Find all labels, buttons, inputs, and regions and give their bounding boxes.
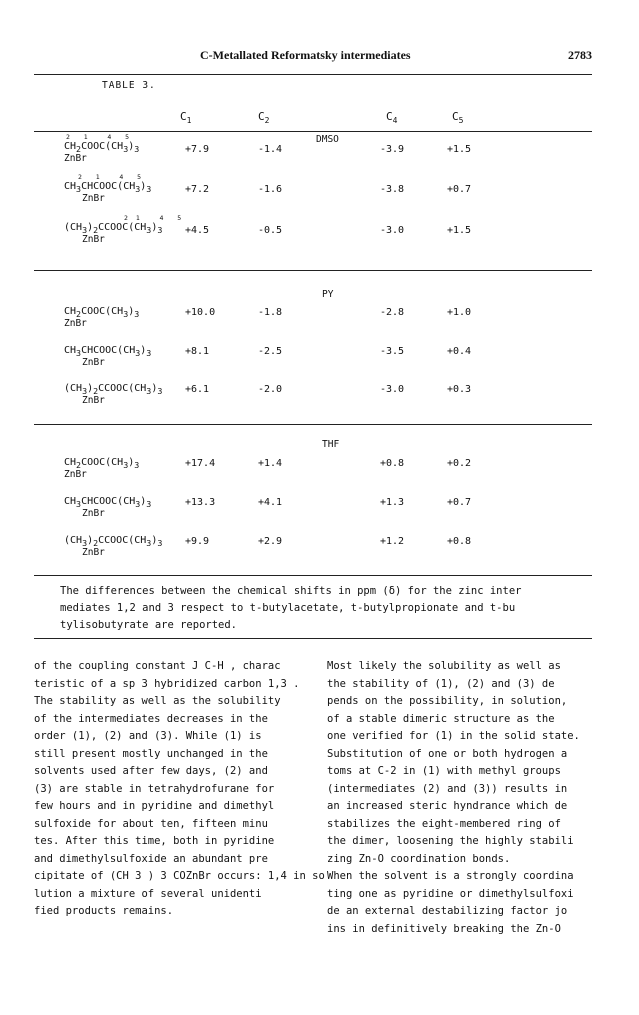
text-line: of a stable dimeric structure as the xyxy=(327,712,555,725)
section-rule-2 xyxy=(34,424,592,425)
shift-value: +0.4 xyxy=(447,346,472,357)
text-line: zing Zn-O coordination bonds. xyxy=(327,852,511,865)
shift-value: +0.7 xyxy=(447,184,472,195)
text-line: still present mostly unchanged in the xyxy=(34,747,268,760)
column-header-letter: C xyxy=(386,110,393,123)
formula-text: $(CH_3)_2CCOOC(CH_3)_3$ xyxy=(64,535,163,548)
column-header-index: 5 xyxy=(458,116,464,126)
compound-formula xyxy=(64,214,184,246)
compound-formula xyxy=(64,133,184,165)
shift-value: +0.3 xyxy=(447,384,472,395)
formula-text: $CH_2COOC(CH_3)_3$ xyxy=(64,306,140,319)
caption-line: tylisobutyrate are reported. xyxy=(60,619,238,631)
compound-formula xyxy=(64,383,184,407)
column-header-letter: C xyxy=(452,110,459,123)
carbon-numbering: 2 1 4 5 xyxy=(78,173,144,181)
shift-value: +9.9 xyxy=(185,536,210,547)
formula-text: $CH_2COOC(CH_3)_3$ xyxy=(64,457,140,470)
caption-line: mediates 1,2 and 3 respect to t-butylacetate, t-butylpropionate and t-bu xyxy=(60,602,516,614)
table-caption xyxy=(60,583,580,634)
shift-value: +6.1 xyxy=(185,384,210,395)
column-header-index: 4 xyxy=(392,116,398,126)
text-line: solvents used after few days, (2) and xyxy=(34,765,268,777)
text-line: teristic of a sp 3 hybridized carbon 1,3 . xyxy=(34,677,300,690)
shift-value: +10.0 xyxy=(185,307,216,318)
table-label: TABLE 3. xyxy=(102,80,156,91)
body-column-left xyxy=(34,658,325,921)
compound-formula xyxy=(64,457,184,481)
text-line: the dimer, loosening the highly stabili xyxy=(327,835,574,847)
shift-value: -0.5 xyxy=(258,225,283,236)
running-title: C-Metallated Reformatsky intermediates xyxy=(200,48,411,62)
text-line: the stability of (1), (2) and (3) de xyxy=(327,677,555,690)
compound-formula xyxy=(64,306,184,330)
page-number: 2783 xyxy=(568,48,592,62)
text-line: ins in definitively breaking the Zn-O xyxy=(327,922,561,935)
text-line: sulfoxide for about ten, fifteen minu xyxy=(34,817,268,830)
shift-value: +1.2 xyxy=(380,536,405,547)
shift-value: +2.9 xyxy=(258,536,283,547)
shift-value: +17.4 xyxy=(185,458,216,469)
shift-value: +0.8 xyxy=(447,536,472,547)
solvent-label-dmso: DMSO xyxy=(316,134,339,145)
column-header-index: 2 xyxy=(264,116,270,126)
znbr-substituent: ZnBr xyxy=(82,193,105,204)
shift-value: +1.0 xyxy=(447,307,472,318)
znbr-substituent: ZnBr xyxy=(82,508,105,519)
text-line: and dimethylsulfoxide an abundant pre xyxy=(34,852,268,865)
column-header-index: 1 xyxy=(186,116,192,126)
shift-value: -2.5 xyxy=(258,346,283,357)
body-column-right xyxy=(327,658,602,938)
shift-value: +4.1 xyxy=(258,497,283,508)
text-line: tes. After this time, both in pyridine xyxy=(34,835,275,847)
shift-value: -3.8 xyxy=(380,184,405,195)
shift-value: +4.5 xyxy=(185,225,210,236)
text-line: The stability as well as the solubility xyxy=(34,695,281,707)
shift-value: -2.8 xyxy=(380,307,405,318)
text-line: pends on the possibility, in solution, xyxy=(327,695,568,707)
text-line: few hours and in pyridine and dimethyl xyxy=(34,800,275,812)
column-header-c2 xyxy=(258,110,270,126)
text-line: (3) are stable in tetrahydrofurane for xyxy=(34,782,275,795)
shift-value: +0.8 xyxy=(380,458,405,469)
shift-value: -1.4 xyxy=(258,144,283,155)
znbr-substituent: ZnBr xyxy=(82,547,105,558)
column-header-letter: C xyxy=(258,110,265,123)
shift-value: +7.9 xyxy=(185,144,210,155)
znbr-substituent: ZnBr xyxy=(64,318,87,329)
shift-value: -1.8 xyxy=(258,307,283,318)
text-line: When the solvent is a strongly coordina xyxy=(327,870,574,882)
shift-value: +1.5 xyxy=(447,225,472,236)
compound-formula xyxy=(64,173,184,205)
solvent-label-py: PY xyxy=(322,289,334,300)
shift-value: +0.2 xyxy=(447,458,472,469)
text-line: fied products remains. xyxy=(34,905,174,917)
znbr-substituent: ZnBr xyxy=(82,357,105,368)
compound-formula xyxy=(64,535,184,559)
table-top-rule xyxy=(34,74,592,75)
shift-value: +0.7 xyxy=(447,497,472,508)
formula-text: $(CH_3)_2CCOOC(CH_3)_3$ xyxy=(64,383,163,396)
header-rule xyxy=(34,131,592,132)
text-line: Substitution of one or both hydrogen a xyxy=(327,747,568,760)
shift-value: -2.0 xyxy=(258,384,283,395)
page-header xyxy=(0,48,639,68)
column-header-c1 xyxy=(180,110,192,126)
shift-value: +7.2 xyxy=(185,184,210,195)
shift-value: -3.5 xyxy=(380,346,405,357)
text-line: cipitate of (CH 3 ) 3 COZnBr occurs: 1,4 in so xyxy=(34,870,325,882)
text-line: lution a mixture of several unidenti xyxy=(34,887,262,900)
formula-text: $CH_3CHCOOC(CH_3)_3$ xyxy=(64,345,152,358)
znbr-substituent: ZnBr xyxy=(64,469,87,480)
shift-value: +1.3 xyxy=(380,497,405,508)
formula-text: $CH_2COOC(CH_3)_3$ xyxy=(64,141,140,154)
formula-text: $(CH_3)_2CCOOC(CH_3)_3$ xyxy=(64,222,163,235)
caption-bottom-rule xyxy=(34,638,592,639)
text-line: stabilizes the eight-membered ring of xyxy=(327,817,561,830)
text-line: one verified for (1) in the solid state. xyxy=(327,730,580,742)
znbr-substituent: ZnBr xyxy=(64,153,87,164)
column-header-letter: C xyxy=(180,110,187,123)
column-header-c5 xyxy=(452,110,464,126)
shift-value: -3.9 xyxy=(380,144,405,155)
shift-value: -1.6 xyxy=(258,184,283,195)
znbr-substituent: ZnBr xyxy=(82,234,105,245)
formula-text: $CH_3CHCOOC(CH_3)_3$ xyxy=(64,496,152,509)
section-rule-3 xyxy=(34,575,592,576)
compound-formula xyxy=(64,345,184,369)
carbon-numbering: 2 1 4 5 xyxy=(124,214,184,222)
compound-formula xyxy=(64,496,184,520)
shift-value: +1.4 xyxy=(258,458,283,469)
column-header-c4 xyxy=(386,110,398,126)
text-line: of the coupling constant J C-H , charac xyxy=(34,660,281,672)
text-line: an increased steric hyndrance which de xyxy=(327,800,568,812)
shift-value: -3.0 xyxy=(380,225,405,236)
shift-value: +8.1 xyxy=(185,346,210,357)
carbon-numbering: 2 1 4 5 xyxy=(66,133,132,141)
text-line: (intermediates (2) and (3)) results in xyxy=(327,782,568,795)
znbr-substituent: ZnBr xyxy=(82,395,105,406)
solvent-label-thf: THF xyxy=(322,439,340,450)
text-line: toms at C-2 in (1) with methyl groups xyxy=(327,765,561,777)
text-line: de an external destabilizing factor jo xyxy=(327,905,568,917)
section-rule-1 xyxy=(34,270,592,271)
text-line: ting one as pyridine or dimethylsulfoxi xyxy=(327,887,574,900)
shift-value: -3.0 xyxy=(380,384,405,395)
formula-text: $CH_3CHCOOC(CH_3)_3$ xyxy=(64,181,152,194)
shift-value: +13.3 xyxy=(185,497,216,508)
caption-line: The differences between the chemical shifts in ppm (δ) for the zinc inter xyxy=(60,585,522,597)
text-line: of the intermediates decreases in the xyxy=(34,712,268,725)
text-line: order (1), (2) and (3). While (1) is xyxy=(34,730,262,742)
text-line: Most likely the solubility as well as xyxy=(327,660,561,672)
shift-value: +1.5 xyxy=(447,144,472,155)
